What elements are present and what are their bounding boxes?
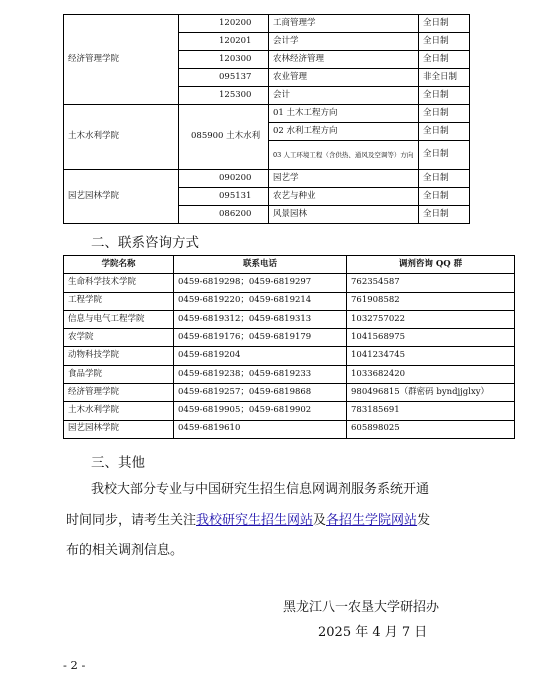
phone-cell: 0459-6819257；0459-6819868: [174, 384, 347, 402]
code-cell: 120200: [179, 15, 269, 33]
field-cell: 会计: [269, 87, 419, 105]
program-table: [63, 14, 470, 224]
signer: 黑龙江八一农垦大学研招办: [283, 600, 440, 615]
graduate-admission-site-link[interactable]: 我校研究生招生网站: [196, 513, 314, 528]
college-cell: 园艺园林学院: [64, 420, 174, 438]
paragraph-line: 我校大部分专业与中国研究生招生信息网调剂服务系统开通: [91, 482, 430, 497]
paragraph-text: 发: [417, 513, 431, 528]
qq-cell: 1041568975: [347, 329, 515, 347]
field-cell: 农业管理: [269, 69, 419, 87]
college-cell: 园艺园林学院: [64, 170, 179, 224]
college-cell: 工程学院: [64, 292, 174, 310]
code-cell: 120201: [179, 33, 269, 51]
table-row: [64, 274, 515, 292]
field-cell: 02 水利工程方向: [269, 123, 419, 141]
code-cell: 120300: [179, 51, 269, 69]
document-date: 2025 年 4 月 7 日: [318, 625, 428, 640]
qq-cell: 605898025: [347, 420, 515, 438]
table-row: [64, 420, 515, 438]
phone-cell: 0459-6819220；0459-6819214: [174, 292, 347, 310]
code-cell: 095131: [179, 188, 269, 206]
section-heading-contact: 二、联系咨询方式: [91, 235, 199, 251]
table-row: [64, 105, 470, 123]
field-cell: 会计学: [269, 33, 419, 51]
code-cell: 090200: [179, 170, 269, 188]
mode-cell: 全日制: [419, 51, 470, 69]
paragraph-text: 及: [313, 513, 327, 528]
qq-cell: 1033682420: [347, 365, 515, 383]
section-heading-other: 三、其他: [91, 455, 145, 471]
paragraph-line: 布的相关调剂信息。: [66, 543, 184, 558]
phone-cell: 0459-6819238；0459-6819233: [174, 365, 347, 383]
field-cell: 农艺与种业: [269, 188, 419, 206]
code-cell: 085900 土木水利: [179, 105, 269, 170]
header-qq: 调剂咨询 QQ 群: [347, 256, 515, 274]
qq-cell: 1032757022: [347, 310, 515, 328]
college-cell: 生命科学技术学院: [64, 274, 174, 292]
paragraph-line: [66, 509, 512, 528]
mode-cell: 全日制: [419, 15, 470, 33]
college-sites-link[interactable]: 各招生学院网站: [326, 513, 418, 528]
mode-cell: 全日制: [419, 33, 470, 51]
header-college: 学院名称: [64, 256, 174, 274]
page-number: - 2 -: [63, 658, 86, 672]
phone-cell: 0459-6819905；0459-6819902: [174, 402, 347, 420]
code-cell: 086200: [179, 206, 269, 224]
field-cell: 03 人工环境工程（含供热、通风及空调等）方向: [269, 141, 419, 170]
college-cell: 动物科技学院: [64, 347, 174, 365]
mode-cell: 全日制: [419, 206, 470, 224]
table-row: [64, 384, 515, 402]
college-cell: 经济管理学院: [64, 384, 174, 402]
mode-cell: 全日制: [419, 141, 470, 170]
college-cell: 农学院: [64, 329, 174, 347]
college-cell: 土木水利学院: [64, 402, 174, 420]
table-row: [64, 292, 515, 310]
college-cell: 信息与电气工程学院: [64, 310, 174, 328]
qq-cell: 762354587: [347, 274, 515, 292]
college-cell: 经济管理学院: [64, 15, 179, 105]
mode-cell: 非全日制: [419, 69, 470, 87]
field-cell: 园艺学: [269, 170, 419, 188]
phone-cell: 0459-6819204: [174, 347, 347, 365]
phone-cell: 0459-6819610: [174, 420, 347, 438]
mode-cell: 全日制: [419, 105, 470, 123]
contact-table: [63, 255, 515, 439]
table-row: [64, 15, 470, 33]
table-row: [64, 310, 515, 328]
phone-cell: 0459-6819298；0459-6819297: [174, 274, 347, 292]
qq-cell: 761908582: [347, 292, 515, 310]
table-row: [64, 329, 515, 347]
qq-cell: 980496815（群密码 byndjjglxy）: [347, 384, 515, 402]
mode-cell: 全日制: [419, 123, 470, 141]
table-row: [64, 170, 470, 188]
header-phone: 联系电话: [174, 256, 347, 274]
phone-cell: 0459-6819312；0459-6819313: [174, 310, 347, 328]
table-header-row: [64, 256, 515, 274]
paragraph-text: 时间同步，请考生关注: [66, 513, 197, 528]
table-row: [64, 365, 515, 383]
mode-cell: 全日制: [419, 170, 470, 188]
college-cell: 食品学院: [64, 365, 174, 383]
field-cell: 01 土木工程方向: [269, 105, 419, 123]
field-cell: 风景园林: [269, 206, 419, 224]
field-cell: 农林经济管理: [269, 51, 419, 69]
qq-cell: 783185691: [347, 402, 515, 420]
code-cell: 125300: [179, 87, 269, 105]
college-cell: 土木水利学院: [64, 105, 179, 170]
table-row: [64, 347, 515, 365]
mode-cell: 全日制: [419, 87, 470, 105]
mode-cell: 全日制: [419, 188, 470, 206]
qq-cell: 1041234745: [347, 347, 515, 365]
phone-cell: 0459-6819176；0459-6819179: [174, 329, 347, 347]
table-row: [64, 402, 515, 420]
field-cell: 工商管理学: [269, 15, 419, 33]
code-cell: 095137: [179, 69, 269, 87]
